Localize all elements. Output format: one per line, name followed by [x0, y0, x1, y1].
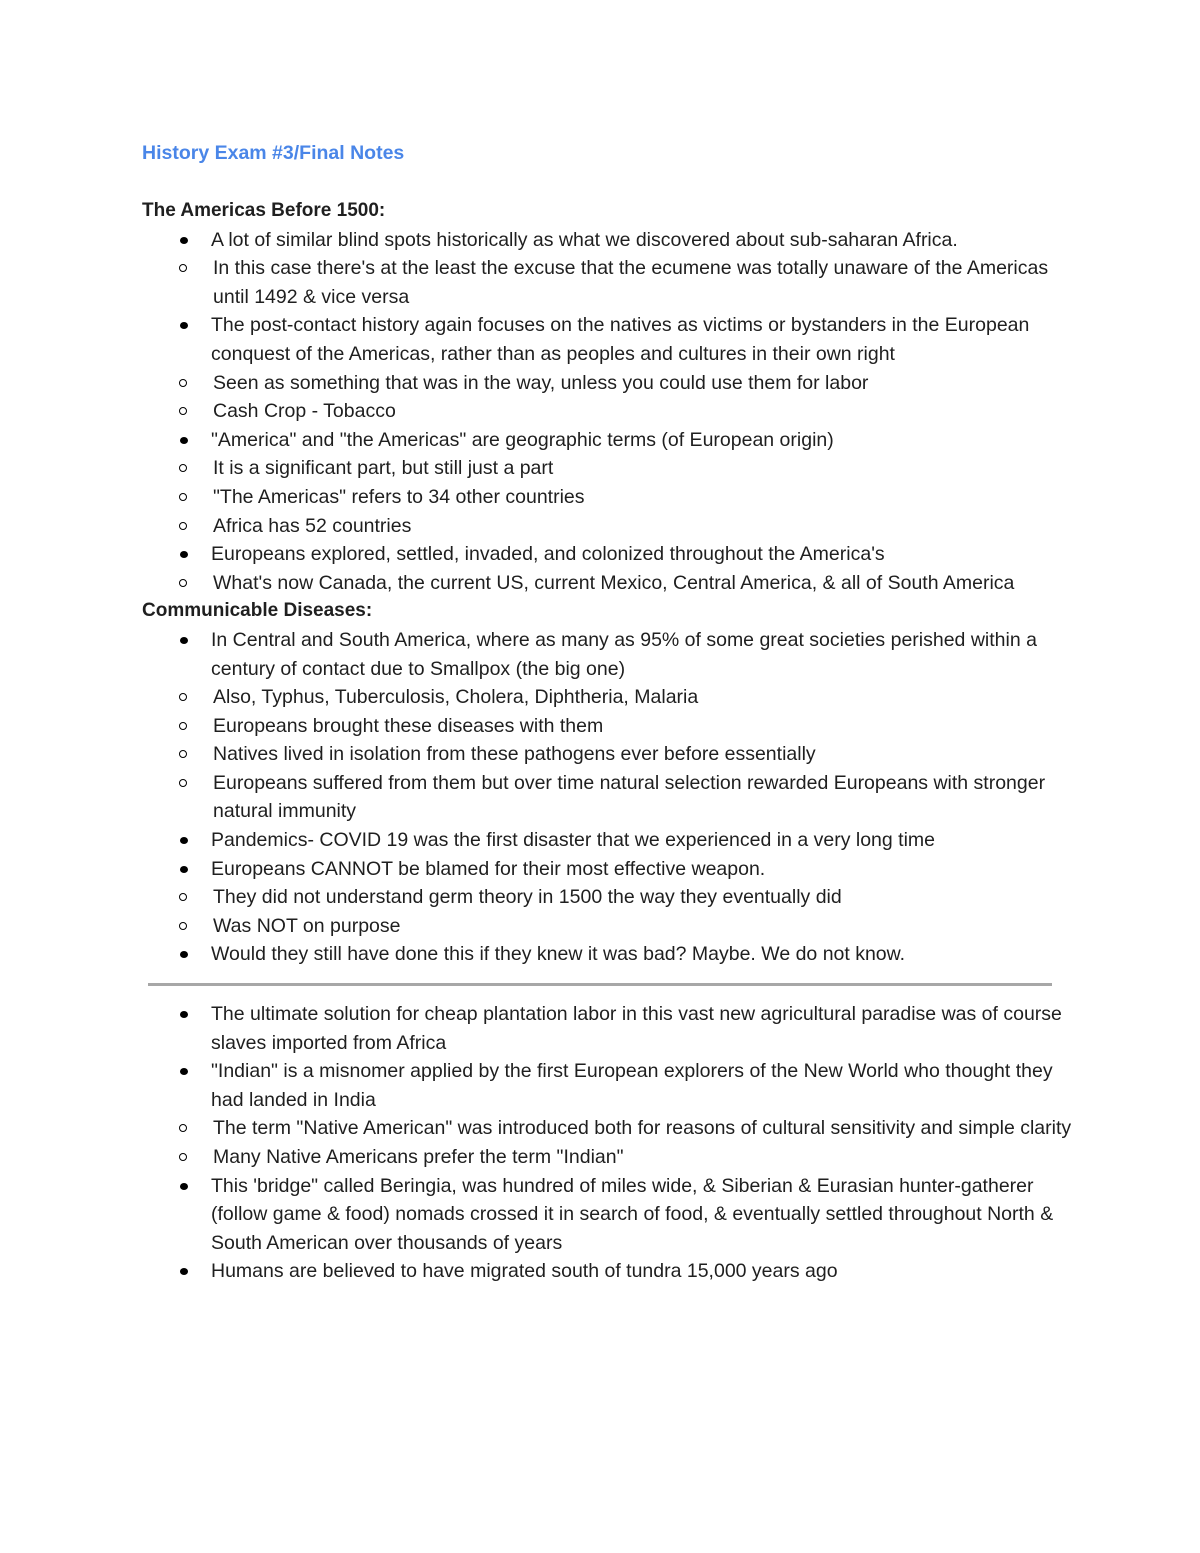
sub-list-item [142, 683, 1072, 712]
list-item [142, 1057, 1072, 1114]
bullet-circle-icon [179, 522, 187, 530]
bullet-dot-icon [180, 437, 188, 444]
sub-list-item-text: Seen as something that was in the way, unless you could use them for labor [213, 371, 869, 394]
bullet-list [142, 1000, 1072, 1286]
list-item-text: Europeans CANNOT be blamed for their most effective weapon. [211, 857, 766, 880]
bullet-circle-icon [179, 693, 187, 701]
list-item-text: In Central and South America, where as many as 95% of some great societies perished within a century of contact due to Smallpox (the big one) [211, 628, 1037, 680]
bullet-dot-icon [180, 837, 188, 844]
bullet-dot-icon [180, 637, 188, 644]
list-item-text: Would they still have done this if they knew it was bad? Maybe. We do not know. [211, 943, 906, 966]
sub-list-item-text: Africa has 52 countries [213, 514, 412, 537]
bullet-dot-icon [180, 551, 188, 558]
sub-list-item-text: What's now Canada, the current US, current Mexico, Central America, & all of South America [213, 571, 1015, 594]
document-body [142, 197, 1072, 1286]
bullet-dot-icon [180, 1268, 188, 1275]
document-page [142, 138, 1072, 1286]
list-item [142, 426, 1072, 455]
sub-list-item [142, 912, 1072, 941]
sub-bullet-list [142, 683, 1072, 826]
bullet-dot-icon [180, 1068, 188, 1075]
bullet-circle-icon [179, 493, 187, 501]
sub-list-item [142, 483, 1072, 512]
sub-list-item-text: Natives lived in isolation from these pathogens ever before essentially [213, 743, 816, 766]
sub-list-item-text: Europeans suffered from them but over time natural selection rewarded Europeans with stronger natural immunity [213, 771, 1046, 823]
title-spacer [142, 168, 1072, 197]
sub-bullet-list [142, 369, 1072, 426]
sub-list-item [142, 569, 1072, 598]
list-item [142, 626, 1072, 683]
bullet-list [142, 226, 1072, 598]
sub-list-item-text: "The Americas" refers to 34 other countries [213, 485, 585, 508]
sub-bullet-list [142, 454, 1072, 540]
sub-list-item [142, 1143, 1072, 1172]
document-title: History Exam #3/Final Notes [142, 142, 405, 164]
list-item-text: Humans are believed to have migrated south of tundra 15,000 years ago [211, 1260, 838, 1283]
list-item [142, 311, 1072, 368]
bullet-circle-icon [179, 922, 187, 930]
list-item [142, 855, 1072, 884]
sub-list-item-text: Europeans brought these diseases with them [213, 714, 604, 737]
list-item-text: A lot of similar blind spots historically as what we discovered about sub-saharan Africa. [211, 228, 958, 251]
bullet-dot-icon [180, 1183, 188, 1190]
bullet-circle-icon [179, 579, 187, 587]
bullet-dot-icon [180, 951, 188, 958]
bullet-dot-icon [180, 237, 188, 244]
sub-list-item [142, 769, 1072, 826]
list-item-text: The post-contact history again focuses on the natives as victims or bystanders in the European conquest of the Americas, rather than as peoples and cultures in their own right [211, 314, 1030, 365]
list-item [142, 1257, 1072, 1286]
section-heading: The Americas Before 1500: [142, 200, 386, 221]
sub-list-item [142, 883, 1072, 912]
bullet-circle-icon [179, 464, 187, 472]
bullet-circle-icon [179, 722, 187, 730]
list-item [142, 826, 1072, 855]
sub-list-item-text: It is a significant part, but still just a part [213, 457, 554, 480]
sub-list-item [142, 254, 1072, 311]
section-heading: Communicable Diseases: [142, 600, 373, 622]
list-item-text: Pandemics- COVID 19 was the first disaster that we experienced in a very long time [211, 829, 935, 852]
bullet-circle-icon [179, 1124, 187, 1132]
bullet-circle-icon [179, 893, 187, 901]
list-item-text: "Indian" is a misnomer applied by the first European explorers of the New World who thought they had landed in India [211, 1060, 1053, 1111]
sub-list-item [142, 397, 1072, 426]
list-item-text: The ultimate solution for cheap plantation labor in this vast new agricultural paradise was of course slaves imported from Africa [211, 1003, 1062, 1054]
bullet-circle-icon [179, 264, 187, 272]
bullet-circle-icon [179, 1153, 187, 1161]
sub-list-item-text: Many Native Americans prefer the term "Indian" [213, 1146, 624, 1168]
list-item [142, 940, 1072, 969]
sub-list-item [142, 740, 1072, 769]
sub-list-item-text: Also, Typhus, Tuberculosis, Cholera, Diphtheria, Malaria [213, 686, 699, 709]
sub-bullet-list [142, 569, 1072, 598]
bullet-list [142, 626, 1072, 969]
list-item [142, 540, 1072, 569]
bullet-dot-icon [180, 322, 188, 329]
list-item [142, 226, 1072, 255]
sub-list-item-text: They did not understand germ theory in 1500 the way they eventually did [213, 886, 842, 909]
list-item-text: This 'bridge" called Beringia, was hundred of miles wide, & Siberian & Eurasian hunter-gatherer (follow game & food) nomads crossed it in search of food, & eventually settled throughout North & South American over thousands of years [211, 1174, 1054, 1254]
sub-bullet-list [142, 254, 1072, 311]
list-item [142, 1000, 1072, 1057]
sub-list-item-text: Cash Crop - Tobacco [213, 400, 396, 423]
bullet-circle-icon [179, 407, 187, 415]
sub-list-item [142, 512, 1072, 541]
bullet-circle-icon [179, 779, 187, 787]
bullet-dot-icon [180, 1011, 188, 1018]
sub-list-item [142, 712, 1072, 741]
sub-list-item [142, 1114, 1072, 1143]
sub-list-item-text: The term "Native American" was introduced both for reasons of cultural sensitivity and simple clarity [213, 1117, 1072, 1140]
list-item [142, 1172, 1072, 1258]
sub-list-item-text: In this case there's at the least the excuse that the ecumene was totally unaware of the Americas until 1492 & vice versa [213, 257, 1049, 308]
list-item-text: "America" and "the Americas" are geographic terms (of European origin) [211, 428, 834, 451]
sub-list-item-text: Was NOT on purpose [213, 914, 401, 937]
horizontal-divider [148, 983, 1052, 986]
sub-list-item [142, 369, 1072, 398]
sub-list-item [142, 454, 1072, 483]
bullet-dot-icon [180, 866, 188, 873]
sub-bullet-list [142, 883, 1072, 940]
bullet-circle-icon [179, 379, 187, 387]
bullet-circle-icon [179, 750, 187, 758]
list-item-text: Europeans explored, settled, invaded, and colonized throughout the America's [211, 543, 885, 566]
sub-bullet-list [142, 1114, 1072, 1171]
